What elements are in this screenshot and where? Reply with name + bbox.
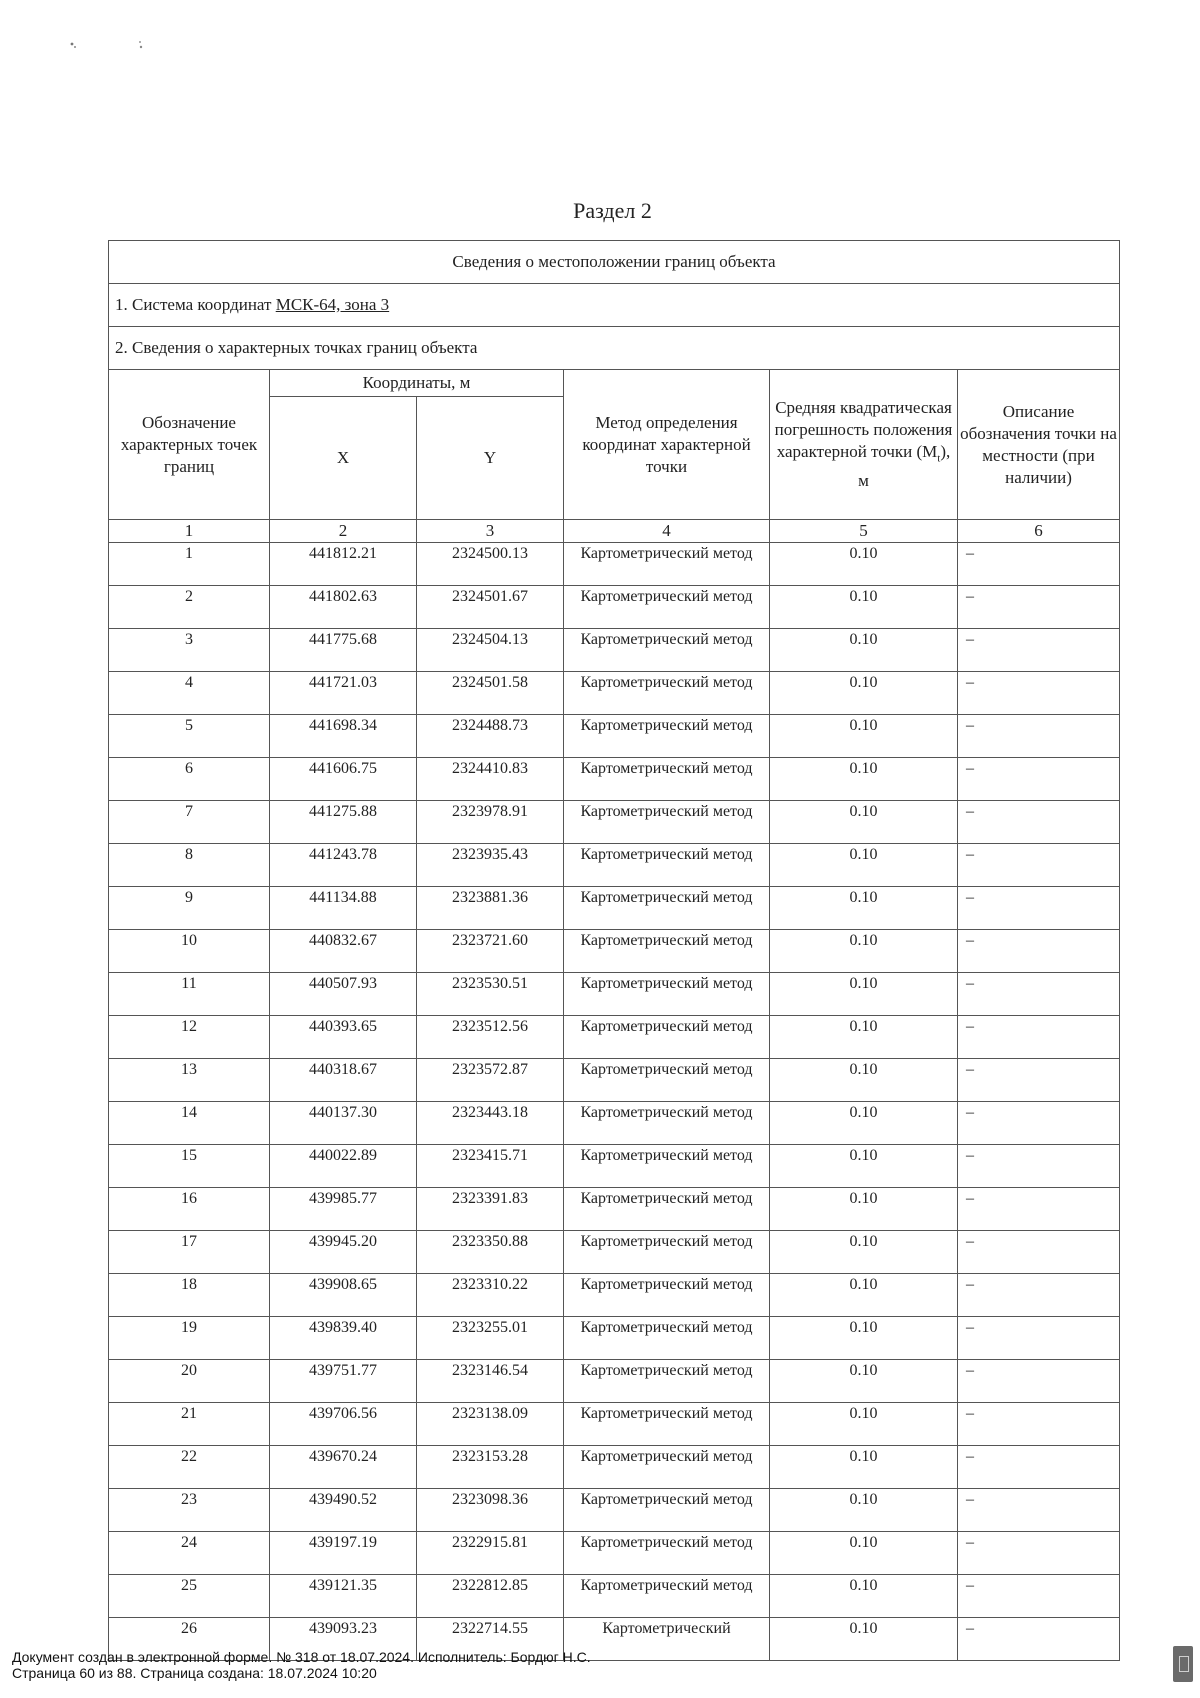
table-caption: Сведения о местоположении границ объекта <box>109 241 1120 284</box>
method: Картометрический метод <box>564 1403 770 1446</box>
column-numbers-row <box>109 520 1120 543</box>
header-method: Метод определения координат характерной точки <box>564 370 770 520</box>
coord-y: 2324501.67 <box>417 586 564 629</box>
footer-line-1: Документ создан в электронной форме. № 318 от 18.07.2024. Исполнитель: Бордюг Н.С. <box>12 1649 591 1665</box>
coord-x: 439490.52 <box>270 1489 417 1532</box>
description: – <box>958 1274 1120 1317</box>
coord-x: 441775.68 <box>270 629 417 672</box>
table-row <box>109 844 1120 887</box>
coord-y: 2323153.28 <box>417 1446 564 1489</box>
point-number: 16 <box>109 1188 270 1231</box>
coord-x: 439945.20 <box>270 1231 417 1274</box>
error-value: 0.10 <box>770 1145 958 1188</box>
description: – <box>958 758 1120 801</box>
table-row <box>109 930 1120 973</box>
point-number: 2 <box>109 586 270 629</box>
point-number: 9 <box>109 887 270 930</box>
method: Картометрический метод <box>564 1059 770 1102</box>
footer-line-2: Страница 60 из 88. Страница создана: 18.07.2024 10:20 <box>12 1665 377 1681</box>
point-number: 7 <box>109 801 270 844</box>
error-value: 0.10 <box>770 1274 958 1317</box>
coord-y: 2324501.58 <box>417 672 564 715</box>
header-error: Средняя квадратическая погрешность положения характерной точки $(M_t)$, м <box>770 370 958 520</box>
table-row <box>109 801 1120 844</box>
description: – <box>958 1102 1120 1145</box>
coord-y: 2323098.36 <box>417 1489 564 1532</box>
section-title: Раздел 2 <box>573 198 652 223</box>
coord-x: 441243.78 <box>270 844 417 887</box>
column-number: 2 <box>270 520 417 543</box>
coord-x: 440507.93 <box>270 973 417 1016</box>
point-number: 3 <box>109 629 270 672</box>
description: – <box>958 1145 1120 1188</box>
points-caption: 2. Сведения о характерных точках границ объекта <box>109 327 1120 370</box>
table-row <box>109 543 1120 586</box>
error-value: 0.10 <box>770 672 958 715</box>
coord-x: 441134.88 <box>270 887 417 930</box>
coord-y: 2323512.56 <box>417 1016 564 1059</box>
coord-x: 439706.56 <box>270 1403 417 1446</box>
point-number: 24 <box>109 1532 270 1575</box>
description: – <box>958 1575 1120 1618</box>
coord-y: 2323721.60 <box>417 930 564 973</box>
column-number: 3 <box>417 520 564 543</box>
coord-y: 2323572.87 <box>417 1059 564 1102</box>
table-row <box>109 1059 1120 1102</box>
coord-x: 440393.65 <box>270 1016 417 1059</box>
coord-x: 439197.19 <box>270 1532 417 1575</box>
description: – <box>958 1403 1120 1446</box>
point-number: 23 <box>109 1489 270 1532</box>
coord-x: 439093.23 <box>270 1618 417 1661</box>
error-value: 0.10 <box>770 930 958 973</box>
error-value: 0.10 <box>770 1231 958 1274</box>
table-row <box>109 1317 1120 1360</box>
coord-x: 439121.35 <box>270 1575 417 1618</box>
method: Картометрический метод <box>564 1016 770 1059</box>
header-coords: Координаты, м <box>270 370 564 397</box>
table-row <box>109 629 1120 672</box>
method: Картометрический метод <box>564 586 770 629</box>
coord-y: 2323935.43 <box>417 844 564 887</box>
method: Картометрический метод <box>564 844 770 887</box>
description: – <box>958 1317 1120 1360</box>
error-value: 0.10 <box>770 887 958 930</box>
error-value: 0.10 <box>770 1059 958 1102</box>
description: – <box>958 672 1120 715</box>
error-value: 0.10 <box>770 973 958 1016</box>
table-row <box>109 715 1120 758</box>
point-number: 10 <box>109 930 270 973</box>
coord-y: 2324504.13 <box>417 629 564 672</box>
table-row <box>109 1575 1120 1618</box>
coord-x: 441275.88 <box>270 801 417 844</box>
method: Картометрический метод <box>564 1489 770 1532</box>
coord-y: 2323391.83 <box>417 1188 564 1231</box>
coord-y: 2323415.71 <box>417 1145 564 1188</box>
description: – <box>958 543 1120 586</box>
table-row <box>109 1274 1120 1317</box>
point-number: 18 <box>109 1274 270 1317</box>
method: Картометрический метод <box>564 801 770 844</box>
method: Картометрический метод <box>564 715 770 758</box>
point-number: 17 <box>109 1231 270 1274</box>
table-row <box>109 1102 1120 1145</box>
coord-y: 2322714.55 <box>417 1618 564 1661</box>
method: Картометрический метод <box>564 1575 770 1618</box>
description: – <box>958 1231 1120 1274</box>
method: Картометрический метод <box>564 887 770 930</box>
error-value: 0.10 <box>770 1575 958 1618</box>
error-value: 0.10 <box>770 844 958 887</box>
coord-system-label: 1. Система координат <box>115 295 276 314</box>
error-value: 0.10 <box>770 543 958 586</box>
point-number: 6 <box>109 758 270 801</box>
column-number: 4 <box>564 520 770 543</box>
coord-x: 441606.75 <box>270 758 417 801</box>
coord-y: 2322812.85 <box>417 1575 564 1618</box>
table-row <box>109 1446 1120 1489</box>
table-row <box>109 1016 1120 1059</box>
point-number: 11 <box>109 973 270 1016</box>
error-value: 0.10 <box>770 1403 958 1446</box>
error-value: 0.10 <box>770 801 958 844</box>
description: – <box>958 1532 1120 1575</box>
point-number: 5 <box>109 715 270 758</box>
table-row <box>109 758 1120 801</box>
coord-x: 441812.21 <box>270 543 417 586</box>
description: – <box>958 715 1120 758</box>
point-number: 13 <box>109 1059 270 1102</box>
method: Картометрический метод <box>564 1446 770 1489</box>
point-number: 8 <box>109 844 270 887</box>
coord-x: 441721.03 <box>270 672 417 715</box>
coord-y: 2322915.81 <box>417 1532 564 1575</box>
description: – <box>958 1360 1120 1403</box>
coord-x: 440318.67 <box>270 1059 417 1102</box>
method: Картометрический метод <box>564 543 770 586</box>
method: Картометрический метод <box>564 973 770 1016</box>
method: Картометрический метод <box>564 1145 770 1188</box>
method: Картометрический метод <box>564 1360 770 1403</box>
table-row <box>109 973 1120 1016</box>
coord-y: 2323530.51 <box>417 973 564 1016</box>
coord-y: 2323881.36 <box>417 887 564 930</box>
error-value: 0.10 <box>770 1016 958 1059</box>
error-value: 0.10 <box>770 1532 958 1575</box>
point-number: 20 <box>109 1360 270 1403</box>
error-value: 0.10 <box>770 758 958 801</box>
point-number: 12 <box>109 1016 270 1059</box>
description: – <box>958 930 1120 973</box>
error-value: 0.10 <box>770 1618 958 1661</box>
method: Картометрический метод <box>564 1231 770 1274</box>
table-row <box>109 1188 1120 1231</box>
header-point: Обозначение характерных точек границ <box>109 370 270 520</box>
error-value: 0.10 <box>770 1446 958 1489</box>
coord-system <box>109 284 1120 327</box>
point-number: 21 <box>109 1403 270 1446</box>
description: – <box>958 1188 1120 1231</box>
description: – <box>958 973 1120 1016</box>
description: – <box>958 801 1120 844</box>
coord-y: 2323978.91 <box>417 801 564 844</box>
coord-x: 440832.67 <box>270 930 417 973</box>
coord-system-value: МСК-64, зона 3 <box>275 295 390 314</box>
coord-x: 440022.89 <box>270 1145 417 1188</box>
description: – <box>958 887 1120 930</box>
coord-x: 440137.30 <box>270 1102 417 1145</box>
table-row <box>109 1360 1120 1403</box>
point-number: 15 <box>109 1145 270 1188</box>
description: – <box>958 1489 1120 1532</box>
method: Картометрический <box>564 1618 770 1661</box>
error-value: 0.10 <box>770 586 958 629</box>
error-value: 0.10 <box>770 1317 958 1360</box>
error-value: 0.10 <box>770 1360 958 1403</box>
point-number: 1 <box>109 543 270 586</box>
table-row <box>109 1489 1120 1532</box>
description: – <box>958 1446 1120 1489</box>
error-value: 0.10 <box>770 1489 958 1532</box>
header-description: Описание обозначения точки на местности (при наличии) <box>958 370 1120 520</box>
description: – <box>958 844 1120 887</box>
column-number: 5 <box>770 520 958 543</box>
table-row <box>109 1145 1120 1188</box>
coord-x: 441802.63 <box>270 586 417 629</box>
description: – <box>958 1618 1120 1661</box>
column-number: 1 <box>109 520 270 543</box>
method: Картометрический метод <box>564 672 770 715</box>
header-y: Y <box>417 397 564 520</box>
coord-x: 439751.77 <box>270 1360 417 1403</box>
method: Картометрический метод <box>564 629 770 672</box>
error-value: 0.10 <box>770 1188 958 1231</box>
coord-y: 2324500.13 <box>417 543 564 586</box>
coord-y: 2323350.88 <box>417 1231 564 1274</box>
coord-x: 439670.24 <box>270 1446 417 1489</box>
table-row <box>109 586 1120 629</box>
point-number: 14 <box>109 1102 270 1145</box>
coord-y: 2324488.73 <box>417 715 564 758</box>
method: Картометрический метод <box>564 758 770 801</box>
description: – <box>958 629 1120 672</box>
point-number: 25 <box>109 1575 270 1618</box>
coord-y: 2323146.54 <box>417 1360 564 1403</box>
description: – <box>958 1059 1120 1102</box>
method: Картометрический метод <box>564 1102 770 1145</box>
table-row <box>109 1403 1120 1446</box>
error-value: 0.10 <box>770 1102 958 1145</box>
point-number: 22 <box>109 1446 270 1489</box>
error-value: 0.10 <box>770 629 958 672</box>
point-number: 19 <box>109 1317 270 1360</box>
coord-y: 2324410.83 <box>417 758 564 801</box>
coord-y: 2323443.18 <box>417 1102 564 1145</box>
method: Картометрический метод <box>564 1188 770 1231</box>
table-row <box>109 672 1120 715</box>
method: Картометрический метод <box>564 1274 770 1317</box>
table-row <box>109 1231 1120 1274</box>
coord-x: 439908.65 <box>270 1274 417 1317</box>
method: Картометрический метод <box>564 1532 770 1575</box>
header-x: X <box>270 397 417 520</box>
table-row <box>109 887 1120 930</box>
column-number: 6 <box>958 520 1120 543</box>
table-row <box>109 1532 1120 1575</box>
description: – <box>958 1016 1120 1059</box>
coord-y: 2323310.22 <box>417 1274 564 1317</box>
coord-x: 439839.40 <box>270 1317 417 1360</box>
coord-y: 2323255.01 <box>417 1317 564 1360</box>
document-footer <box>12 1649 591 1681</box>
coord-x: 441698.34 <box>270 715 417 758</box>
error-value: 0.10 <box>770 715 958 758</box>
document-stamp-icon <box>1173 1646 1193 1682</box>
coord-y: 2323138.09 <box>417 1403 564 1446</box>
method: Картометрический метод <box>564 930 770 973</box>
coord-x: 439985.77 <box>270 1188 417 1231</box>
point-number: 4 <box>109 672 270 715</box>
scan-specks <box>60 36 160 56</box>
boundary-points-table <box>108 240 1120 1661</box>
description: – <box>958 586 1120 629</box>
point-number: 26 <box>109 1618 270 1661</box>
method: Картометрический метод <box>564 1317 770 1360</box>
